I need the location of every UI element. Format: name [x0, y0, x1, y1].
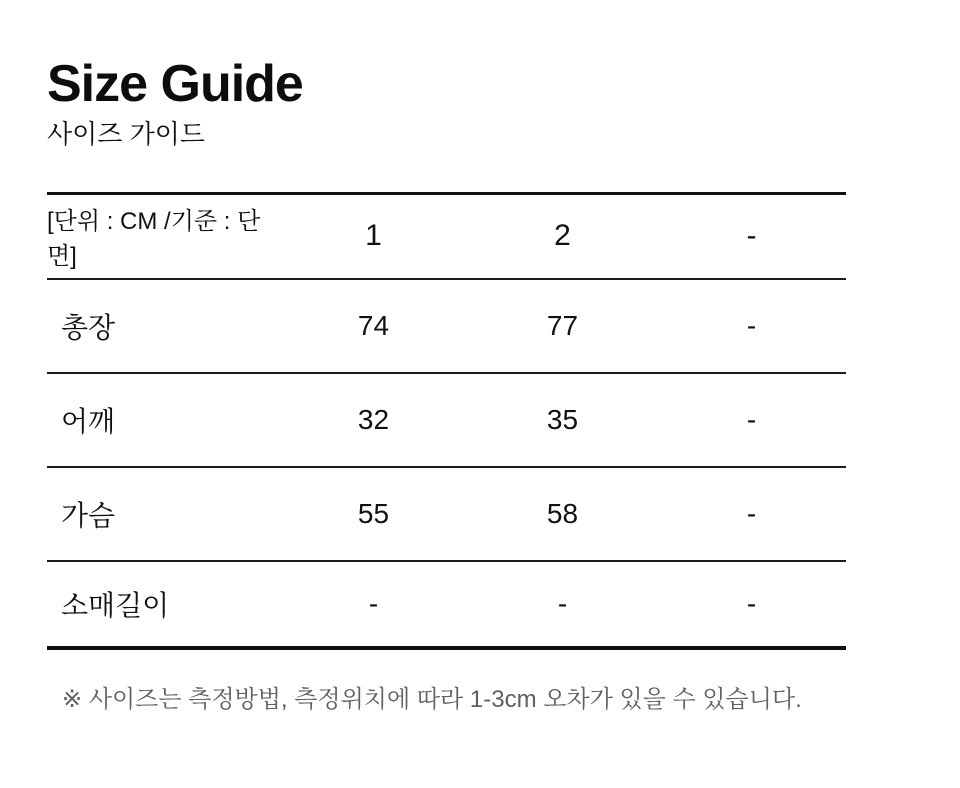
cell-value: - — [657, 279, 846, 373]
cell-value: 74 — [279, 279, 468, 373]
cell-value: 35 — [468, 373, 657, 467]
table-row-chest — [47, 467, 846, 561]
size-column-2: 2 — [468, 194, 657, 279]
cell-value: 32 — [279, 373, 468, 467]
row-label: 가슴 — [47, 467, 279, 561]
header-row — [47, 194, 846, 279]
cell-value: 77 — [468, 279, 657, 373]
size-table-header — [47, 194, 846, 279]
row-label: 소매길이 — [61, 589, 170, 621]
table-row-shoulder — [47, 373, 846, 467]
table-row-total-length — [47, 279, 846, 373]
unit-label: [단위 : CM /기준 : 단면] — [47, 194, 279, 279]
size-table-body — [47, 279, 846, 648]
page-subtitle: 사이즈 가이드 — [47, 119, 205, 150]
cell-value: - — [368, 587, 379, 619]
size-table — [47, 192, 846, 650]
size-column-1: 1 — [279, 194, 468, 279]
cell-value: 58 — [468, 467, 657, 561]
cell-value: - — [657, 373, 846, 467]
row-label: 어깨 — [47, 373, 279, 467]
table-row-sleeve-length — [47, 561, 846, 648]
cell-value: - — [657, 467, 846, 561]
size-disclaimer-note: ※ 사이즈는 측정방법, 측정위치에 따라 1-3cm 오차가 있을 수 있습니다. — [62, 685, 802, 713]
cell-value: - — [557, 587, 568, 619]
cell-value: 55 — [279, 467, 468, 561]
row-label: 총장 — [47, 279, 279, 373]
size-column-3: - — [657, 194, 846, 279]
page-title: Size Guide — [47, 55, 303, 113]
cell-value: - — [746, 587, 757, 619]
